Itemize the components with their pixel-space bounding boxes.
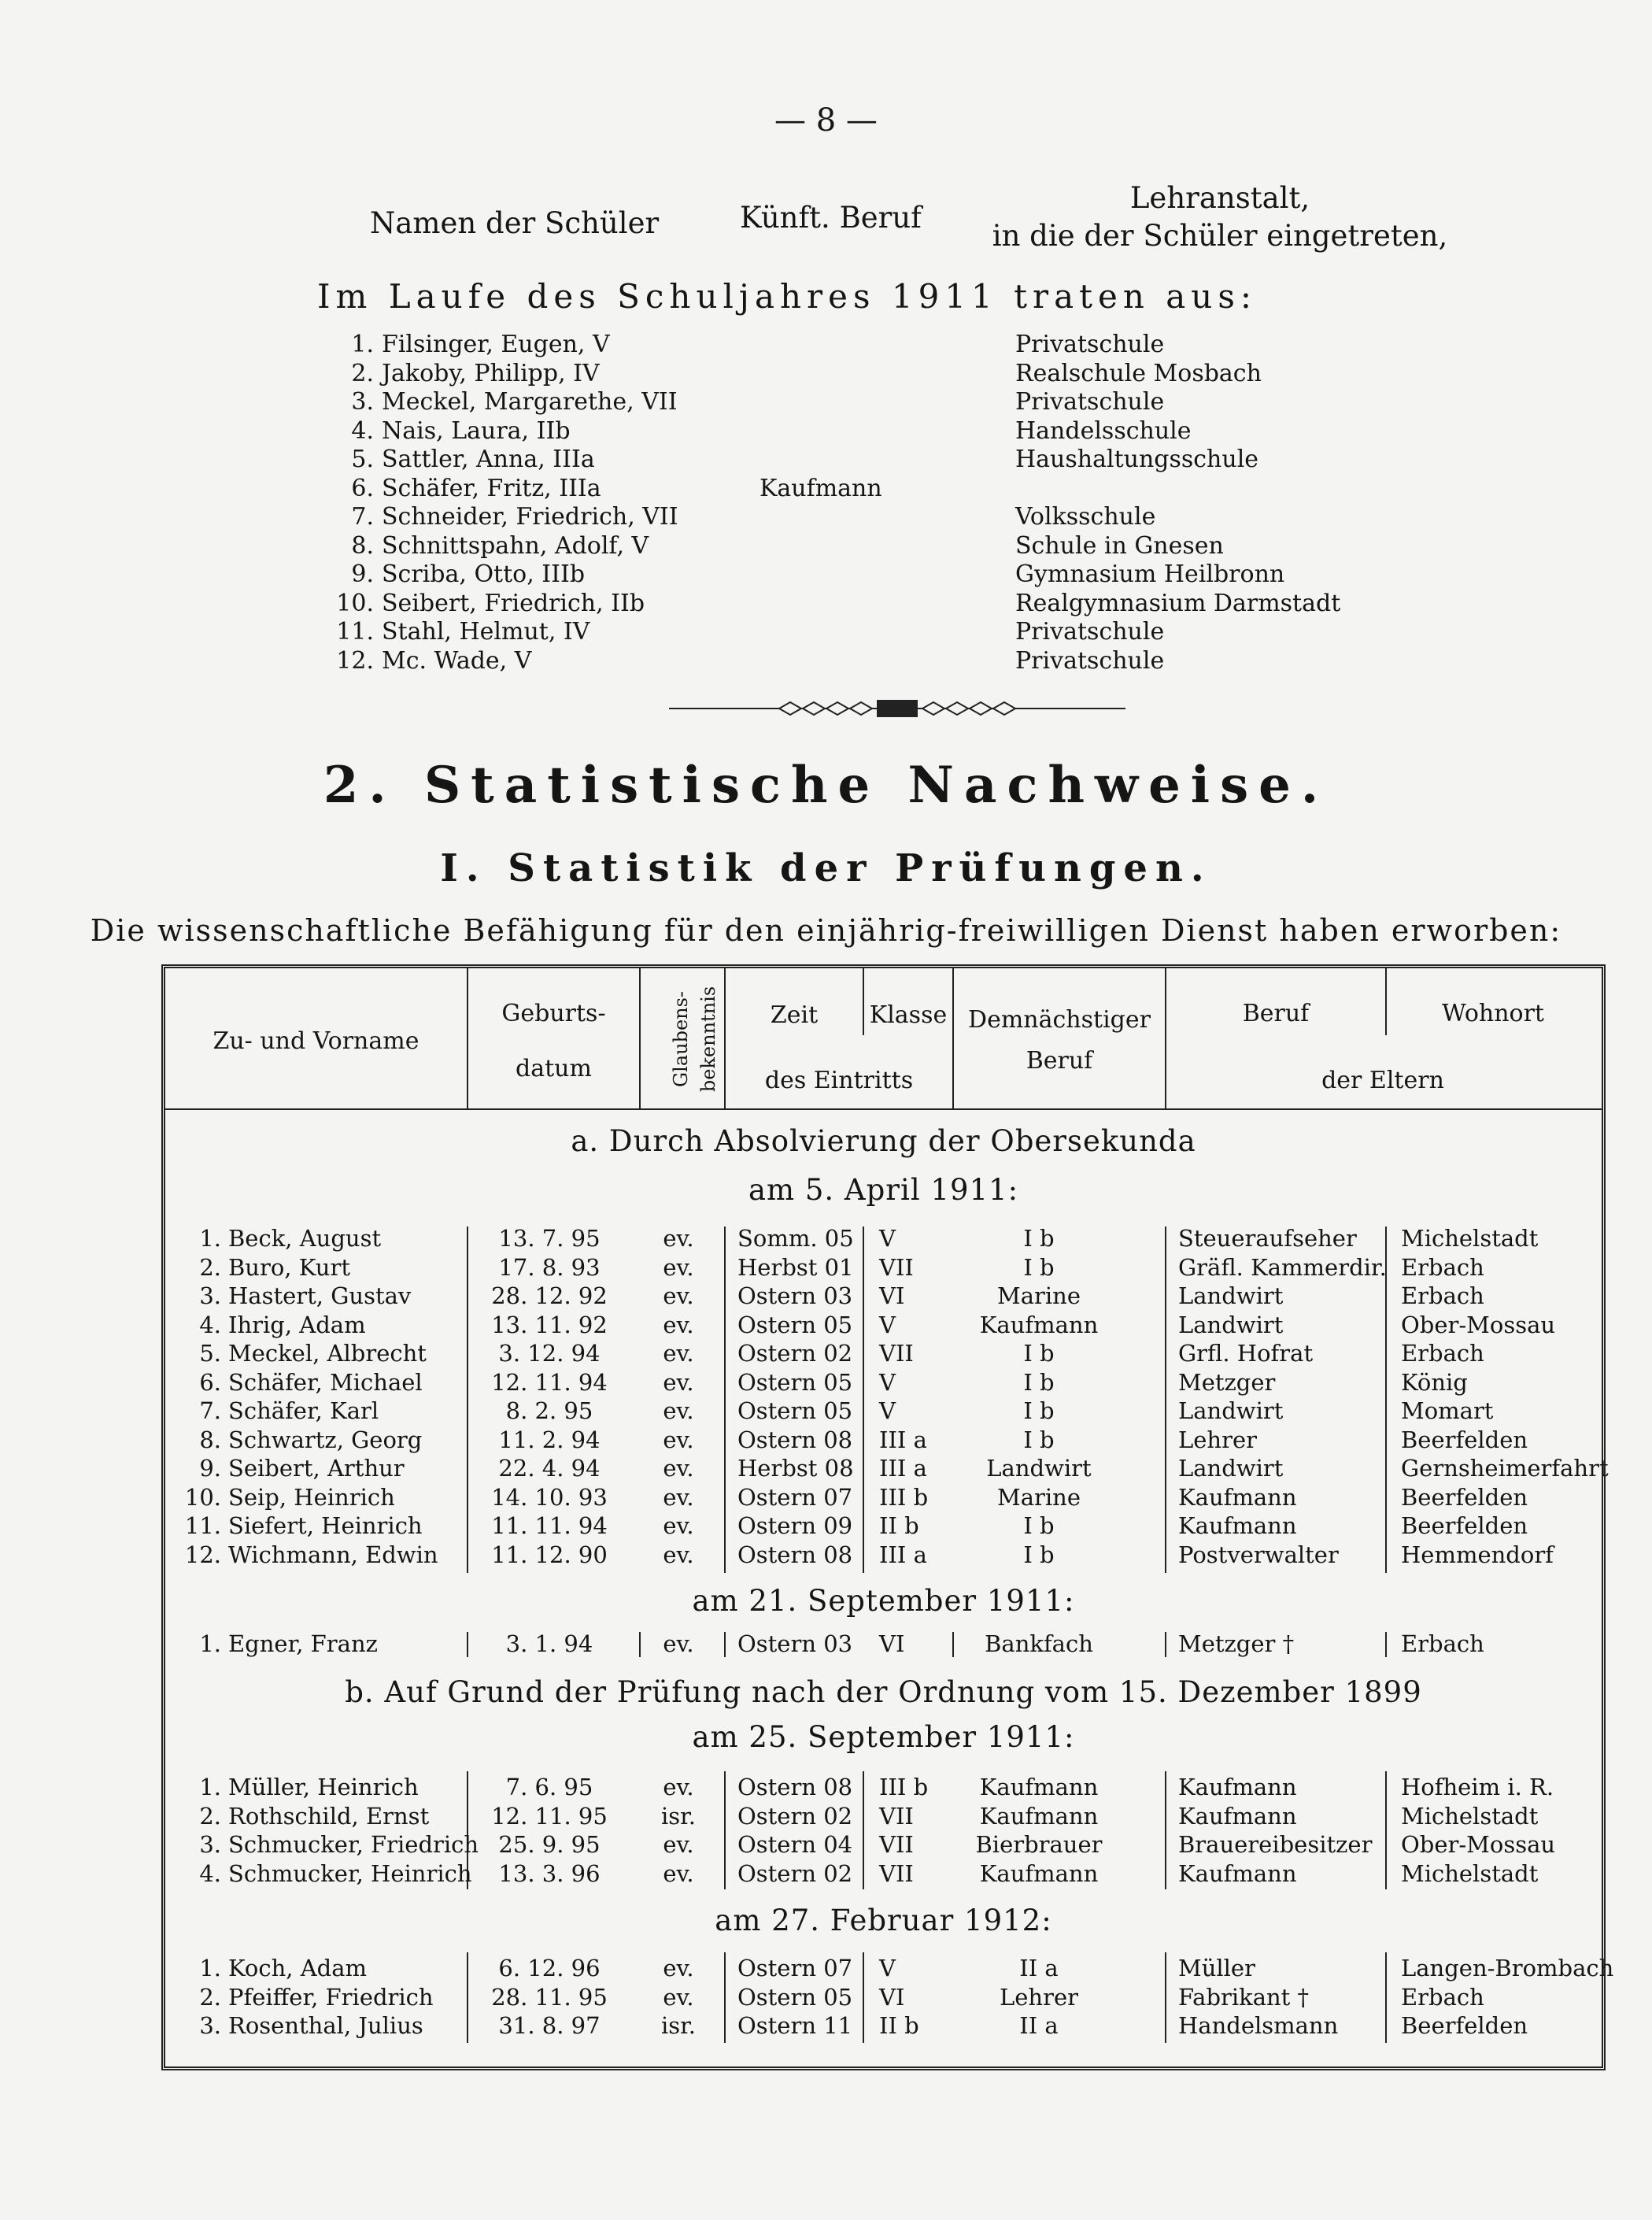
table-row: 7. Schäfer, Karl 8. 2. 95 ev. Ostern 05 V I b Landwirt Momart bbox=[199, 1397, 1494, 1424]
list-item: 9. Scriba, Otto, IIIb Gymnasium Heilbronn bbox=[351, 561, 1285, 588]
th-zeit: Zeit bbox=[770, 1001, 819, 1029]
date-a2: am 21. September 1911: bbox=[692, 1584, 1075, 1618]
table-row: 3. Schmucker, Friedrich 25. 9. 95 ev. Ostern 04 VII Bierbrauer Brauereibesitzer Ober-Mossau bbox=[199, 1831, 1556, 1858]
subsection-title: I. Statistik der Prüfungen. bbox=[440, 846, 1212, 890]
header-future-occupation: Künft. Beruf bbox=[740, 201, 922, 235]
table-row: 3. Hastert, Gustav 28. 12. 92 ev. Ostern 03 VI Marine Landwirt Erbach bbox=[199, 1282, 1484, 1309]
table-row: 2. Rothschild, Ernst 12. 11. 95 isr. Ostern 02 VII Kaufmann Kaufmann Michelstadt bbox=[199, 1802, 1539, 1830]
th-birth-1: Geburts- bbox=[501, 1000, 606, 1027]
list-item: 1. Filsinger, Eugen, V Privatschule bbox=[351, 331, 1165, 358]
list-item: 2. Jakoby, Philipp, IV Realschule Mosbach bbox=[351, 359, 1262, 387]
table-row: 11. Siefert, Heinrich 11. 11. 94 ev. Ostern 09 II b I b Kaufmann Beerfelden bbox=[184, 1512, 1528, 1539]
list-item: 12. Mc. Wade, V Privatschule bbox=[336, 646, 1165, 675]
th-eltern: der Eltern bbox=[1321, 1067, 1444, 1094]
table-row: 2. Pfeiffer, Friedrich 28. 11. 95 ev. Ostern 05 VI Lehrer Fabrikant † Erbach bbox=[199, 1983, 1484, 2011]
list-item: 3. Meckel, Margarethe, VII Privatschule bbox=[351, 388, 1165, 416]
date-b2: am 27. Februar 1912: bbox=[715, 1904, 1052, 1937]
section-a-heading: a. Durch Absolvierung der Obersekunda bbox=[571, 1124, 1196, 1158]
table-row: 9. Seibert, Arthur 22. 4. 94 ev. Herbst 08 III a Landwirt Landwirt Gernsheimerfahrt bbox=[199, 1455, 1609, 1482]
th-klasse: Klasse bbox=[869, 1001, 948, 1029]
departures-list bbox=[315, 331, 1417, 675]
list-item: 5. Sattler, Anna, IIIa Haushaltungsschule bbox=[351, 446, 1259, 473]
header-divider bbox=[952, 968, 954, 1108]
header-divider bbox=[639, 968, 641, 1108]
table-row: 6. Schäfer, Michael 12. 11. 94 ev. Ostern 05 V I b Metzger König bbox=[199, 1368, 1468, 1396]
col-rule bbox=[1385, 1632, 1387, 1657]
list-item: 10. Seibert, Friedrich, IIb Realgymnasium Darmstadt bbox=[336, 589, 1341, 617]
list-item: 7. Schneider, Friedrich, VII Volksschule bbox=[351, 503, 1156, 531]
table-row: 10. Seip, Heinrich 14. 10. 93 ev. Ostern 07 III b Marine Kaufmann Beerfelden bbox=[184, 1483, 1528, 1511]
intro-line: Die wissenschaftliche Befähigung für den einjährig-freiwilligen Dienst haben erworben: bbox=[90, 913, 1562, 948]
table-row: 2. Buro, Kurt 17. 8. 93 ev. Herbst 01 VII I b Gräfl. Kammerdir. Erbach bbox=[199, 1253, 1484, 1281]
section-title: 2. Statistische Nachweise. bbox=[323, 756, 1329, 815]
col-rule bbox=[639, 1632, 641, 1657]
table-row: 1. Egner, Franz 3. 1. 94 ev. Ostern 03 VI Bankfach Metzger † Erbach bbox=[199, 1630, 1484, 1657]
list-item: 6. Schäfer, Fritz, IIIa Kaufmann bbox=[351, 474, 882, 502]
list-item: 4. Nais, Laura, IIb Handelsschule bbox=[351, 416, 1192, 445]
section-b-heading: b. Auf Grund der Prüfung nach der Ordnung vom 15. Dezember 1899 bbox=[345, 1675, 1422, 1709]
table-row: 12. Wichmann, Edwin 11. 12. 90 ev. Ostern 08 III a I b Postverwalter Hemmendorf bbox=[184, 1541, 1554, 1568]
header-names: Namen der Schüler bbox=[370, 206, 660, 240]
header-institution-line1: Lehranstalt, bbox=[1129, 181, 1310, 215]
list-item: 11. Stahl, Helmut, IV Privatschule bbox=[336, 618, 1165, 646]
table-row: 1. Müller, Heinrich 7. 6. 95 ev. Ostern 08 III b Kaufmann Kaufmann Hofheim i. R. bbox=[199, 1774, 1554, 1800]
col-rule bbox=[952, 1632, 954, 1657]
header-institution bbox=[992, 179, 1448, 255]
header-institution-line2: in die der Schüler eingetreten, bbox=[992, 219, 1448, 253]
th-dem-1: Demnächstiger bbox=[968, 1006, 1151, 1034]
header-rule bbox=[165, 1108, 1602, 1110]
th-eintritt: des Eintritts bbox=[764, 1067, 914, 1094]
date-b1: am 25. September 1911: bbox=[692, 1720, 1075, 1754]
date-a1: am 5. April 1911: bbox=[748, 1173, 1019, 1207]
departures-heading: Im Laufe des Schuljahres 1911 traten aus: bbox=[316, 277, 1258, 316]
header-divider bbox=[467, 968, 468, 1108]
table-row: 1. Koch, Adam 6. 12. 96 ev. Ostern 07 V II a Müller Langen-Brombach bbox=[199, 1955, 1614, 1981]
table-row: 4. Schmucker, Heinrich 13. 3. 96 ev. Ostern 02 VII Kaufmann Kaufmann Michelstadt bbox=[199, 1859, 1539, 1887]
table-row: 1. Beck, August 13. 7. 95 ev. Somm. 05 V I b Steueraufseher Michelstadt bbox=[199, 1225, 1539, 1252]
th-konf-1: Glaubens- bbox=[670, 990, 692, 1088]
table-row: 8. Schwartz, Georg 11. 2. 94 ev. Ostern 08 III a I b Lehrer Beerfelden bbox=[199, 1426, 1528, 1453]
th-wohnort: Wohnort bbox=[1442, 1000, 1544, 1027]
th-name: Zu- und Vorname bbox=[213, 1027, 419, 1055]
table-row: 4. Ihrig, Adam 13. 11. 92 ev. Ostern 05 V Kaufmann Landwirt Ober-Mossau bbox=[199, 1311, 1556, 1338]
list-item: 8. Schnittspahn, Adolf, V Schule in Gnesen bbox=[351, 531, 1224, 560]
th-beruf: Beruf bbox=[1242, 1000, 1310, 1027]
th-konf-2: bekenntnis bbox=[697, 986, 719, 1093]
table-row: 5. Meckel, Albrecht 3. 12. 94 ev. Ostern 02 VII I b Grfl. Hofrat Erbach bbox=[199, 1340, 1484, 1367]
col-rule bbox=[724, 1632, 726, 1657]
col-rule bbox=[1165, 1632, 1166, 1657]
ornament-divider bbox=[669, 697, 1125, 720]
page-number: — 8 — bbox=[774, 102, 878, 139]
th-birth-2: datum bbox=[516, 1055, 592, 1082]
col-rule bbox=[467, 1632, 468, 1657]
th-dem-2: Beruf bbox=[1026, 1047, 1093, 1075]
table-row: 3. Rosenthal, Julius 31. 8. 97 isr. Ostern 11 II b II a Handelsmann Beerfelden bbox=[199, 2012, 1528, 2039]
